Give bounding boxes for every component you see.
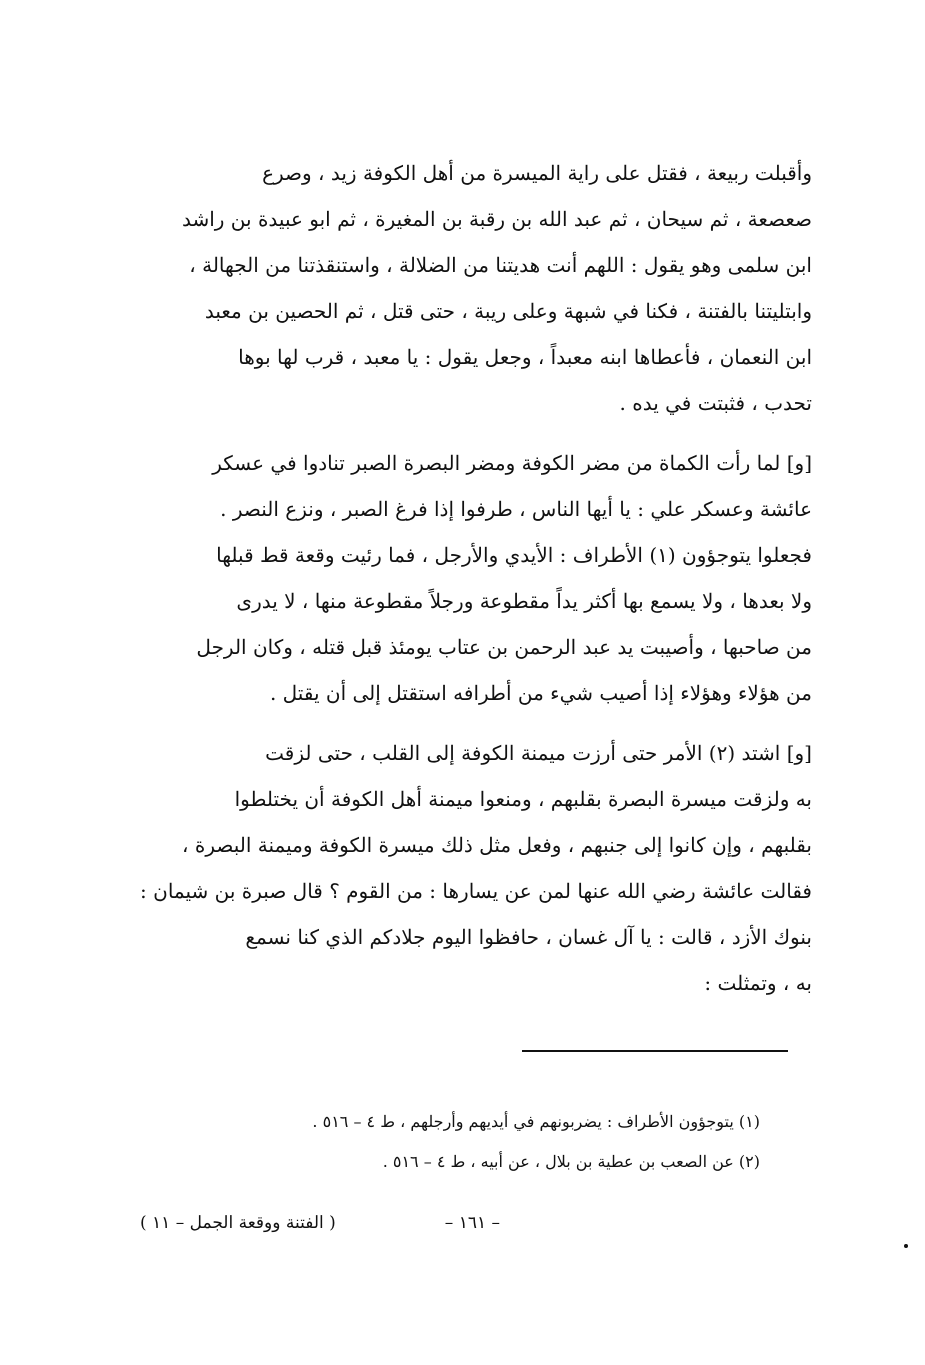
text-line: فجعلوا يتوجؤون (١) الأطراف : الأيدي والأرجل ، فما رئيت وقعة قط قبلها — [216, 543, 812, 567]
text-line: تحدب ، فثبتت في يده . — [619, 391, 812, 415]
paragraph-3 — [118, 730, 812, 1006]
text-line: [و] لما رأت الكماة من مضر الكوفة ومضر البصرة الصبر تنادوا في عسكر — [212, 451, 812, 475]
text-line: به ، وتمثلت : — [704, 971, 812, 995]
text-line: وأقبلت ربيعة ، فقتل على راية الميسرة من أهل الكوفة زيد ، وصرع — [262, 161, 812, 185]
page-number: – ١٦١ – — [444, 1213, 500, 1233]
text-line: ولا بعدها ، ولا يسمع بها أكثر يداً مقطوعة ورجلاً مقطوعة منها ، لا يدرى — [236, 589, 812, 613]
footnote-divider — [522, 1050, 788, 1052]
text-line: صعصعة ، ثم سيحان ، ثم عبد الله بن رقبة بن المغيرة ، ثم ابو عبيدة بن راشد — [181, 207, 812, 231]
text-line: ابن النعمان ، فأعطاها ابنه معبداً ، وجعل يقول : يا معبد ، قرب لها بوها — [238, 345, 812, 369]
text-line: فقالت عائشة رضي الله عنها لمن عن يسارها : من القوم ؟ قال صبرة بن شيمان : — [140, 879, 812, 903]
footnotes — [200, 1102, 760, 1182]
text-line: به ولزقت ميسرة البصرة بقلبهم ، ومنعوا ميمنة أهل الكوفة أن يختلطوا — [234, 787, 812, 811]
text-line: وابتليتنا بالفتنة ، فكنا في شبهة وعلى ريبة ، حتى قتل ، ثم الحصين بن معبد — [204, 299, 812, 323]
running-title: ( الفتنة ووقعة الجمل – ١١ ) — [140, 1213, 336, 1233]
text-line: من صاحبها ، وأصيبت يد عبد الرحمن بن عتاب يومئذ قبل قتله ، وكان الرجل — [196, 635, 812, 659]
paragraph-2 — [118, 440, 812, 716]
text-line: عائشة وعسكر علي : يا أيها الناس ، طرفوا إذا فرغ الصبر ، ونزع النصر . — [220, 497, 812, 521]
scan-speck — [904, 1244, 908, 1248]
text-line: ابن سلمى وهو يقول : اللهم أنت هديتنا من الضلالة ، واستنقذتنا من الجهالة ، — [189, 253, 812, 277]
paragraph-1 — [118, 150, 812, 426]
footnote-1: (١) يتوجؤون الأطراف : يضربونهم في أيديهم وأرجلهم ، ط ٤ – ٥١٦ . — [312, 1112, 760, 1131]
text-line: من هؤلاء وهؤلاء إذا أصيب شيء من أطرافه استقتل إلى أن يقتل . — [269, 681, 812, 705]
footnote-2: (٢) عن الصعب بن عطية بن بلال ، عن أبيه ، ط ٤ – ٥١٦ . — [382, 1152, 760, 1171]
text-line: بقلبهم ، وإن كانوا إلى جنبهم ، وفعل مثل ذلك ميسرة الكوفة وميمنة البصرة ، — [182, 833, 812, 857]
text-line: بنوك الأزد ، قالت : يا آل غسان ، حافظوا اليوم جلادكم الذي كنا نسمع — [245, 925, 812, 949]
page-footer — [140, 1205, 500, 1241]
text-line: [و] اشتد (٢) الأمر حتى أرزت ميمنة الكوفة إلى القلب ، حتى لزقت — [265, 741, 812, 765]
